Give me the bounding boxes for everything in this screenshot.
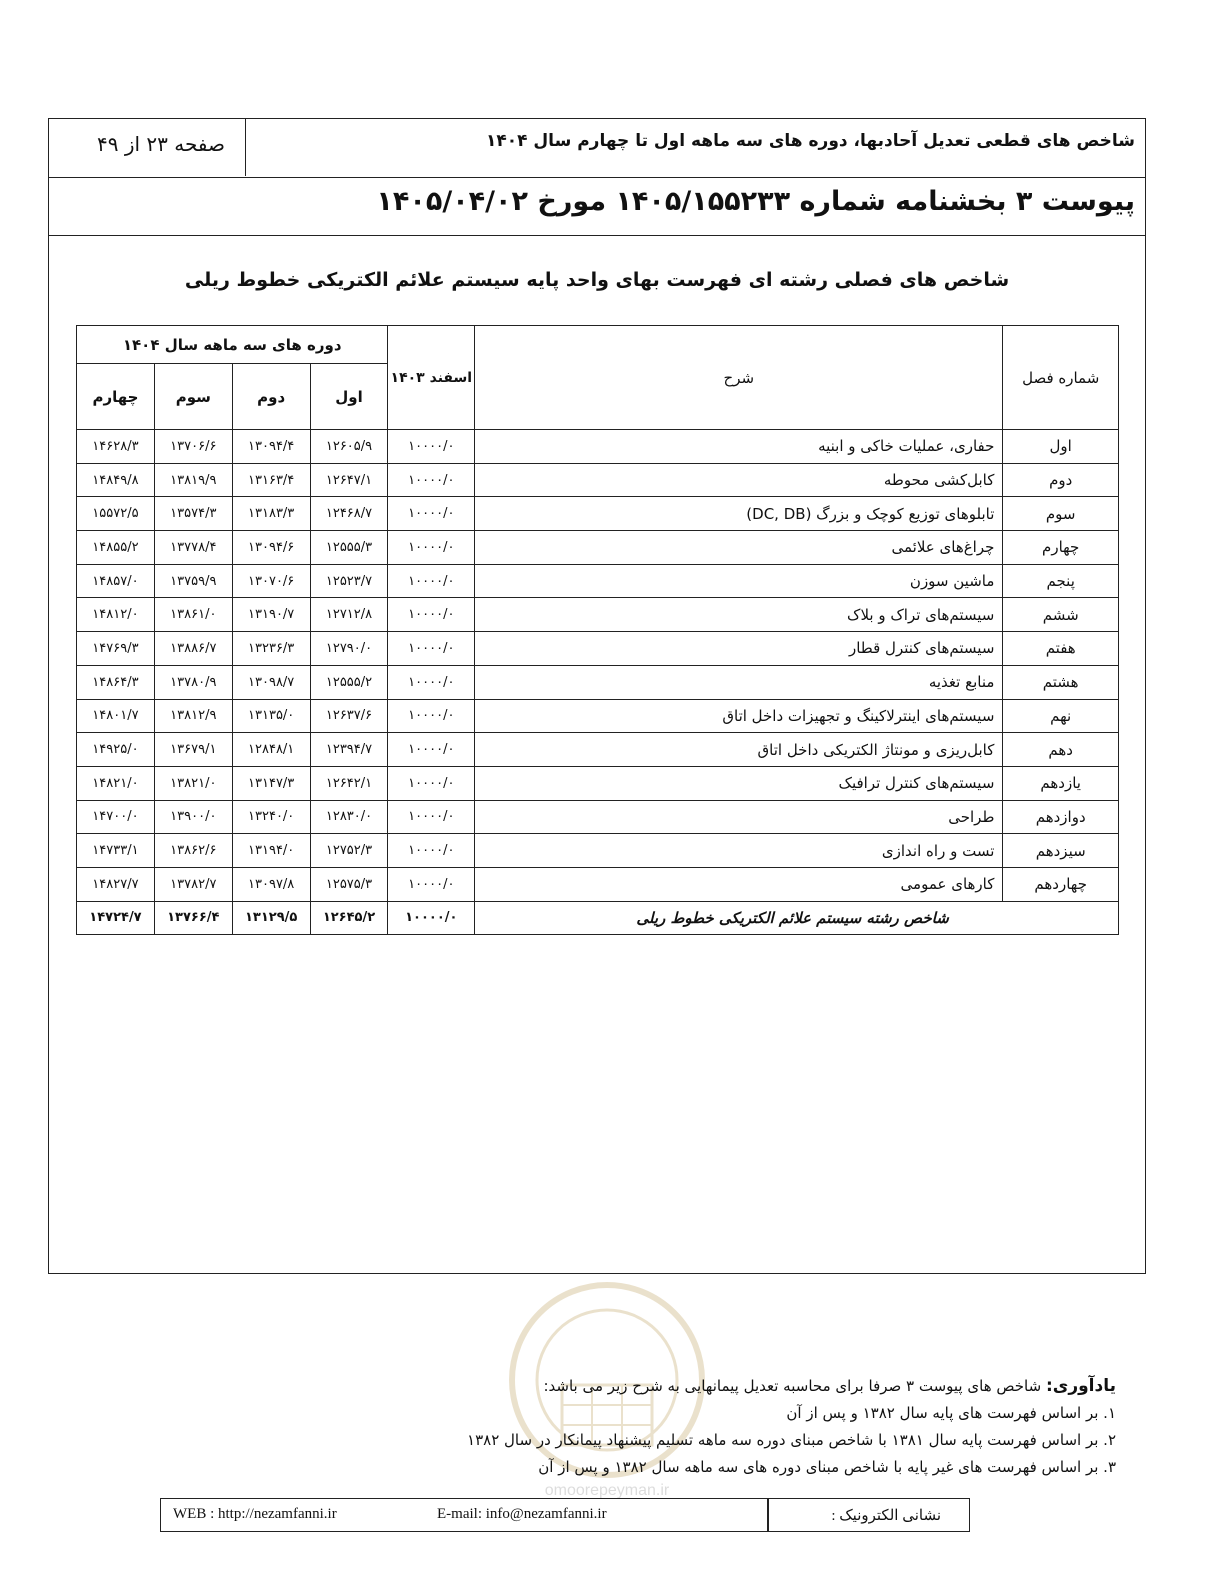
table-row (77, 564, 1119, 598)
description-cell: منابع تغذیه (475, 665, 1003, 699)
q1-cell: ۱۲۳۹۴/۷ (310, 733, 388, 767)
total-esfand-cell: ۱۰۰۰۰/۰ (388, 901, 475, 935)
q3-cell: ۱۳۸۱۹/۹ (154, 463, 232, 497)
index-table-wrapper (76, 325, 1119, 935)
table-row (77, 733, 1119, 767)
q4-cell: ۱۴۶۲۸/۳ (77, 430, 155, 464)
q2-cell: ۱۳۲۳۶/۳ (232, 632, 310, 666)
header-row (49, 119, 1145, 178)
footer-email-link[interactable]: E-mail: info@nezamfanni.ir (437, 1506, 607, 1522)
esfand-cell: ۱۰۰۰۰/۰ (388, 699, 475, 733)
q4-cell: ۱۴۷۳۳/۱ (77, 834, 155, 868)
q1-cell: ۱۲۵۷۵/۳ (310, 867, 388, 901)
table-row (77, 766, 1119, 800)
esfand-cell: ۱۰۰۰۰/۰ (388, 598, 475, 632)
q2-cell: ۱۳۱۴۷/۳ (232, 766, 310, 800)
header-q4: چهارم (77, 364, 155, 430)
esfand-cell: ۱۰۰۰۰/۰ (388, 766, 475, 800)
header-periods: دوره های سه ماهه سال ۱۴۰۴ (77, 326, 388, 364)
q4-cell: ۱۵۵۷۲/۵ (77, 497, 155, 531)
q1-cell: ۱۲۷۹۰/۰ (310, 632, 388, 666)
description-cell: طراحی (475, 800, 1003, 834)
index-table (76, 325, 1119, 935)
table-row (77, 497, 1119, 531)
table-subtitle: شاخص های فصلی رشته ای فهرست بهای واحد پایه سیستم علائم الکتریکی خطوط ریلی (184, 269, 1010, 291)
description-cell: سیستم‌های اینترلاکینگ و تجهیزات داخل اتاق (475, 699, 1003, 733)
q3-cell: ۱۳۷۷۸/۴ (154, 531, 232, 565)
q4-cell: ۱۴۸۰۱/۷ (77, 699, 155, 733)
chapter-cell: هشتم (1003, 665, 1119, 699)
esfand-cell: ۱۰۰۰۰/۰ (388, 665, 475, 699)
header-q3: سوم (154, 364, 232, 430)
description-cell: حفاری، عملیات خاکی و ابنیه (475, 430, 1003, 464)
q2-cell: ۱۳۰۹۴/۶ (232, 531, 310, 565)
q2-cell: ۱۳۱۶۳/۴ (232, 463, 310, 497)
footer-bar (160, 1498, 970, 1532)
table-body (77, 430, 1119, 935)
q3-cell: ۱۳۸۶۲/۶ (154, 834, 232, 868)
notes-section (356, 1373, 1116, 1481)
q3-cell: ۱۳۶۷۹/۱ (154, 733, 232, 767)
q3-cell: ۱۳۸۶۱/۰ (154, 598, 232, 632)
document-frame (48, 118, 1146, 1274)
esfand-cell: ۱۰۰۰۰/۰ (388, 867, 475, 901)
q3-cell: ۱۳۷۵۹/۹ (154, 564, 232, 598)
chapter-cell: چهارم (1003, 531, 1119, 565)
chapter-cell: سوم (1003, 497, 1119, 531)
q4-cell: ۱۴۸۵۷/۰ (77, 564, 155, 598)
q1-cell: ۱۲۶۳۷/۶ (310, 699, 388, 733)
header-chapter: شماره فصل (1003, 326, 1119, 430)
description-cell: تابلوهای توزیع کوچک و بزرگ (DC, DB) (475, 497, 1003, 531)
q4-cell: ۱۴۸۲۷/۷ (77, 867, 155, 901)
q3-cell: ۱۳۷۸۰/۹ (154, 665, 232, 699)
description-cell: کابل‌کشی محوطه (475, 463, 1003, 497)
q1-cell: ۱۲۴۶۸/۷ (310, 497, 388, 531)
q2-cell: ۱۳۱۹۴/۰ (232, 834, 310, 868)
description-cell: ماشین سوزن (475, 564, 1003, 598)
circular-row (49, 178, 1145, 236)
chapter-cell: پنجم (1003, 564, 1119, 598)
footer-web-link[interactable]: WEB : http://nezamfanni.ir (173, 1506, 337, 1522)
notes-label: یادآوری: (1045, 1376, 1116, 1396)
q1-cell: ۱۲۷۵۲/۳ (310, 834, 388, 868)
header-description: شرح (475, 326, 1003, 430)
q2-cell: ۱۳۰۹۸/۷ (232, 665, 310, 699)
chapter-cell: دوم (1003, 463, 1119, 497)
esfand-cell: ۱۰۰۰۰/۰ (388, 632, 475, 666)
q4-cell: ۱۴۸۱۲/۰ (77, 598, 155, 632)
description-cell: سیستم‌های کنترل قطار (475, 632, 1003, 666)
q2-cell: ۱۳۰۷۰/۶ (232, 564, 310, 598)
page-info: صفحه ۲۳ از ۴۹ (97, 132, 225, 156)
q1-cell: ۱۲۶۴۷/۱ (310, 463, 388, 497)
header-q2: دوم (232, 364, 310, 430)
total-description-cell: شاخص رشته سیستم علائم الکتریکی خطوط ریلی (475, 901, 1119, 935)
total-q3-cell: ۱۳۷۶۶/۴ (154, 901, 232, 935)
note-item: ۲. بر اساس فهرست پایه سال ۱۳۸۱ با شاخص مبنای دوره سه ماهه تسلیم پیشنهاد پیمانکار در سال ۱۳۸۲ (467, 1431, 1116, 1449)
q1-cell: ۱۲۵۵۵/۳ (310, 531, 388, 565)
note-item: ۳. بر اساس فهرست های غیر پایه با شاخص مبنای دوره های سه ماهه سال ۱۳۸۲ و پس از آن (538, 1458, 1116, 1476)
description-cell: چراغ‌های علائمی (475, 531, 1003, 565)
chapter-cell: دهم (1003, 733, 1119, 767)
q2-cell: ۱۳۱۹۰/۷ (232, 598, 310, 632)
q2-cell: ۱۲۸۴۸/۱ (232, 733, 310, 767)
document-title: شاخص های قطعی تعدیل آحادبها، دوره های سه ماهه اول تا چهارم سال ۱۴۰۴ (486, 131, 1135, 151)
q1-cell: ۱۲۸۳۰/۰ (310, 800, 388, 834)
total-q2-cell: ۱۳۱۲۹/۵ (232, 901, 310, 935)
q3-cell: ۱۳۹۰۰/۰ (154, 800, 232, 834)
chapter-cell: سیزدهم (1003, 834, 1119, 868)
esfand-cell: ۱۰۰۰۰/۰ (388, 733, 475, 767)
table-row (77, 834, 1119, 868)
q1-cell: ۱۲۵۵۵/۲ (310, 665, 388, 699)
q2-cell: ۱۳۲۴۰/۰ (232, 800, 310, 834)
esfand-cell: ۱۰۰۰۰/۰ (388, 800, 475, 834)
esfand-cell: ۱۰۰۰۰/۰ (388, 531, 475, 565)
q3-cell: ۱۳۸۱۲/۹ (154, 699, 232, 733)
table-row (77, 430, 1119, 464)
watermark-text: omoorepeyman.ir (544, 1482, 670, 1499)
q2-cell: ۱۳۱۳۵/۰ (232, 699, 310, 733)
q3-cell: ۱۳۷۸۲/۷ (154, 867, 232, 901)
esfand-cell: ۱۰۰۰۰/۰ (388, 564, 475, 598)
total-row (77, 901, 1119, 935)
table-row (77, 463, 1119, 497)
chapter-cell: ششم (1003, 598, 1119, 632)
q4-cell: ۱۴۸۵۵/۲ (77, 531, 155, 565)
q2-cell: ۱۳۰۹۴/۴ (232, 430, 310, 464)
chapter-cell: اول (1003, 430, 1119, 464)
description-cell: کارهای عمومی (475, 867, 1003, 901)
table-row (77, 598, 1119, 632)
table-row (77, 531, 1119, 565)
q1-cell: ۱۲۶۰۵/۹ (310, 430, 388, 464)
table-row (77, 632, 1119, 666)
esfand-cell: ۱۰۰۰۰/۰ (388, 497, 475, 531)
q4-cell: ۱۴۹۲۵/۰ (77, 733, 155, 767)
notes-intro: شاخص های پیوست ۳ صرفا برای محاسبه تعدیل پیمانهایی به شرح زیر می باشد: (543, 1377, 1042, 1395)
q4-cell: ۱۴۸۶۴/۳ (77, 665, 155, 699)
header-esfand: اسفند ۱۴۰۳ (388, 326, 475, 430)
q2-cell: ۱۳۰۹۷/۸ (232, 867, 310, 901)
total-q4-cell: ۱۴۷۲۴/۷ (77, 901, 155, 935)
page-info-box (49, 119, 246, 176)
table-row (77, 665, 1119, 699)
note-item: ۱. بر اساس فهرست های پایه سال ۱۳۸۲ و پس از آن (786, 1404, 1116, 1422)
total-q1-cell: ۱۲۶۴۵/۲ (310, 901, 388, 935)
q3-cell: ۱۳۸۸۶/۷ (154, 632, 232, 666)
description-cell: سیستم‌های کنترل ترافیک (475, 766, 1003, 800)
q3-cell: ۱۳۵۷۴/۳ (154, 497, 232, 531)
q2-cell: ۱۳۱۸۳/۳ (232, 497, 310, 531)
esfand-cell: ۱۰۰۰۰/۰ (388, 834, 475, 868)
q3-cell: ۱۳۸۲۱/۰ (154, 766, 232, 800)
chapter-cell: هفتم (1003, 632, 1119, 666)
q4-cell: ۱۴۸۴۹/۸ (77, 463, 155, 497)
description-cell: تست و راه اندازی (475, 834, 1003, 868)
chapter-cell: چهاردهم (1003, 867, 1119, 901)
q1-cell: ۱۲۶۴۲/۱ (310, 766, 388, 800)
q4-cell: ۱۴۷۶۹/۳ (77, 632, 155, 666)
chapter-cell: یازدهم (1003, 766, 1119, 800)
esfand-cell: ۱۰۰۰۰/۰ (388, 430, 475, 464)
chapter-cell: دوازدهم (1003, 800, 1119, 834)
q1-cell: ۱۲۵۲۳/۷ (310, 564, 388, 598)
header-q1: اول (310, 364, 388, 430)
table-row (77, 867, 1119, 901)
q4-cell: ۱۴۷۰۰/۰ (77, 800, 155, 834)
q4-cell: ۱۴۸۲۱/۰ (77, 766, 155, 800)
footer-divider (767, 1499, 769, 1531)
description-cell: سیستم‌های تراک و بلاک (475, 598, 1003, 632)
q1-cell: ۱۲۷۱۲/۸ (310, 598, 388, 632)
table-row (77, 699, 1119, 733)
esfand-cell: ۱۰۰۰۰/۰ (388, 463, 475, 497)
table-row (77, 800, 1119, 834)
circular-title: پیوست ۳ بخشنامه شماره ۱۴۰۵/۱۵۵۲۳۳ مورخ ۱۴۰۵/۰۴/۰۲ (376, 186, 1135, 217)
q3-cell: ۱۳۷۰۶/۶ (154, 430, 232, 464)
description-cell: کابل‌ریزی و مونتاژ الکتریکی داخل اتاق (475, 733, 1003, 767)
footer-address-label: نشانی الکترونیک : (831, 1508, 941, 1524)
chapter-cell: نهم (1003, 699, 1119, 733)
